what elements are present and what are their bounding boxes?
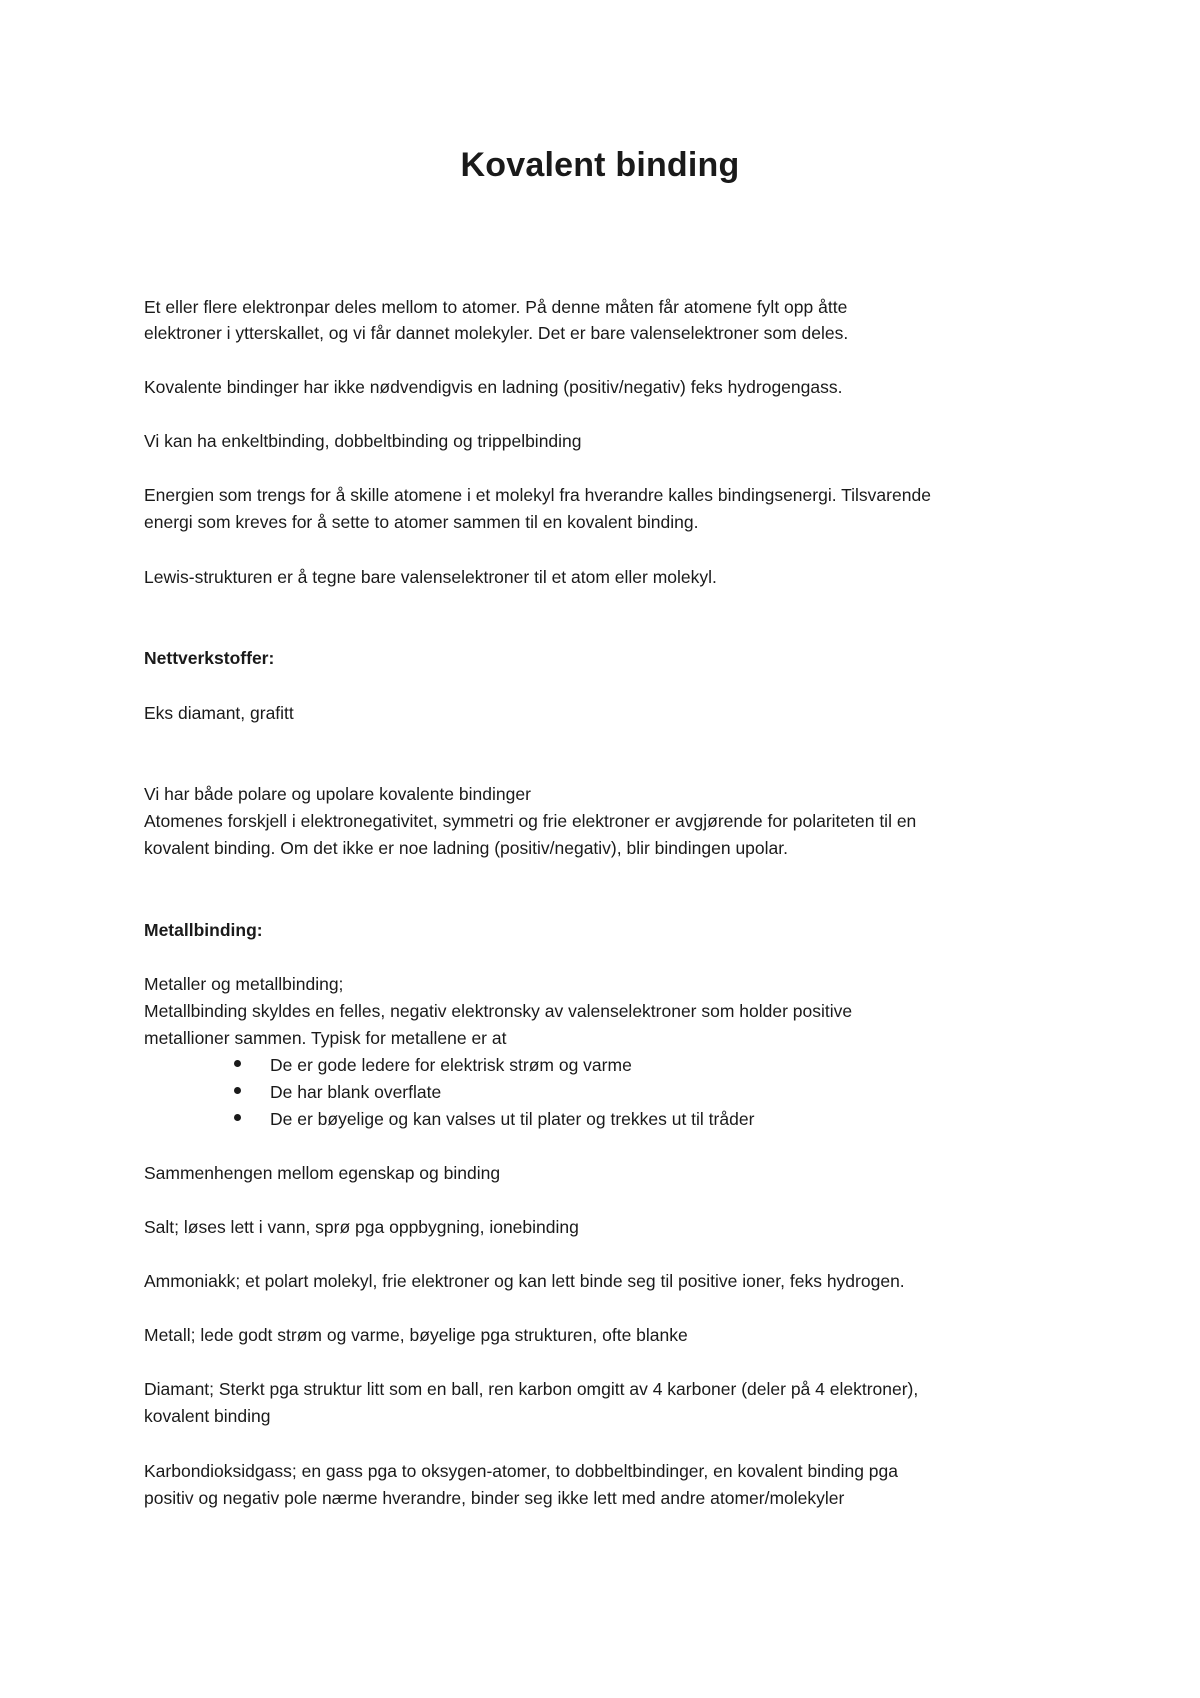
section-heading: Nettverkstoffer: bbox=[144, 648, 275, 668]
paragraph-line: Sammenhengen mellom egenskap og binding bbox=[144, 1163, 501, 1183]
paragraph-line: energi som kreves for å sette to atomer sammen til en kovalent binding. bbox=[144, 512, 699, 532]
paragraph-line: kovalent binding. Om det ikke er noe ladning (positiv/negativ), blir bindingen upolar. bbox=[144, 838, 788, 858]
bullet-dot bbox=[234, 1060, 241, 1067]
paragraph-line: Et eller flere elektronpar deles mellom to atomer. På denne måten får atomene fylt opp åtte bbox=[144, 297, 848, 317]
paragraph-line: metallioner sammen. Typisk for metallene er at bbox=[144, 1028, 507, 1048]
paragraph-line: Vi kan ha enkeltbinding, dobbeltbinding og trippelbinding bbox=[144, 431, 582, 451]
section-heading: Metallbinding: bbox=[144, 920, 263, 940]
paragraph-line: positiv og negativ pole nærme hverandre, binder seg ikke lett med andre atomer/molekyler bbox=[144, 1488, 845, 1508]
paragraph-line: Metallbinding skyldes en felles, negativ elektronsky av valenselektroner som holder positive bbox=[144, 1001, 853, 1021]
list-item: De er bøyelige og kan valses ut til plater og trekkes ut til tråder bbox=[270, 1109, 755, 1129]
paragraph-line: Vi har både polare og upolare kovalente bindinger bbox=[144, 784, 531, 804]
paragraph-line: Lewis-strukturen er å tegne bare valenselektroner til et atom eller molekyl. bbox=[144, 567, 717, 587]
paragraph-line: Atomenes forskjell i elektronegativitet, symmetri og frie elektroner er avgjørende for polariteten til en bbox=[144, 811, 917, 831]
paragraph-line: Metall; lede godt strøm og varme, bøyelige pga strukturen, ofte blanke bbox=[144, 1325, 688, 1345]
paragraph-line: Salt; løses lett i vann, sprø pga oppbygning, ionebinding bbox=[144, 1217, 579, 1237]
bullet-dot bbox=[234, 1114, 241, 1121]
paragraph-line: Diamant; Sterkt pga struktur litt som en ball, ren karbon omgitt av 4 karboner (deler på 4 elektroner), bbox=[144, 1379, 919, 1399]
paragraph-line: Kovalente bindinger har ikke nødvendigvis en ladning (positiv/negativ) feks hydrogengass. bbox=[144, 377, 843, 397]
list-item: De er gode ledere for elektrisk strøm og varme bbox=[270, 1055, 632, 1075]
paragraph-line: Eks diamant, grafitt bbox=[144, 703, 294, 723]
paragraph-line: Metaller og metallbinding; bbox=[144, 974, 344, 994]
page-title: Kovalent binding bbox=[460, 146, 740, 184]
list-item: De har blank overflate bbox=[270, 1082, 442, 1102]
paragraph-line: Karbondioksidgass; en gass pga to oksygen-atomer, to dobbeltbindinger, en kovalent binding pga bbox=[144, 1461, 898, 1481]
paragraph-line: Ammoniakk; et polart molekyl, frie elektroner og kan lett binde seg til positive ioner, feks hydrogen. bbox=[144, 1271, 905, 1291]
paragraph-line: Energien som trengs for å skille atomene i et molekyl fra hverandre kalles bindingsenergi. Tilsvarende bbox=[144, 485, 931, 505]
paragraph-line: elektroner i ytterskallet, og vi får dannet molekyler. Det er bare valenselektroner som deles. bbox=[144, 323, 849, 343]
paragraph-line: kovalent binding bbox=[144, 1406, 271, 1426]
bullet-dot bbox=[234, 1087, 241, 1094]
